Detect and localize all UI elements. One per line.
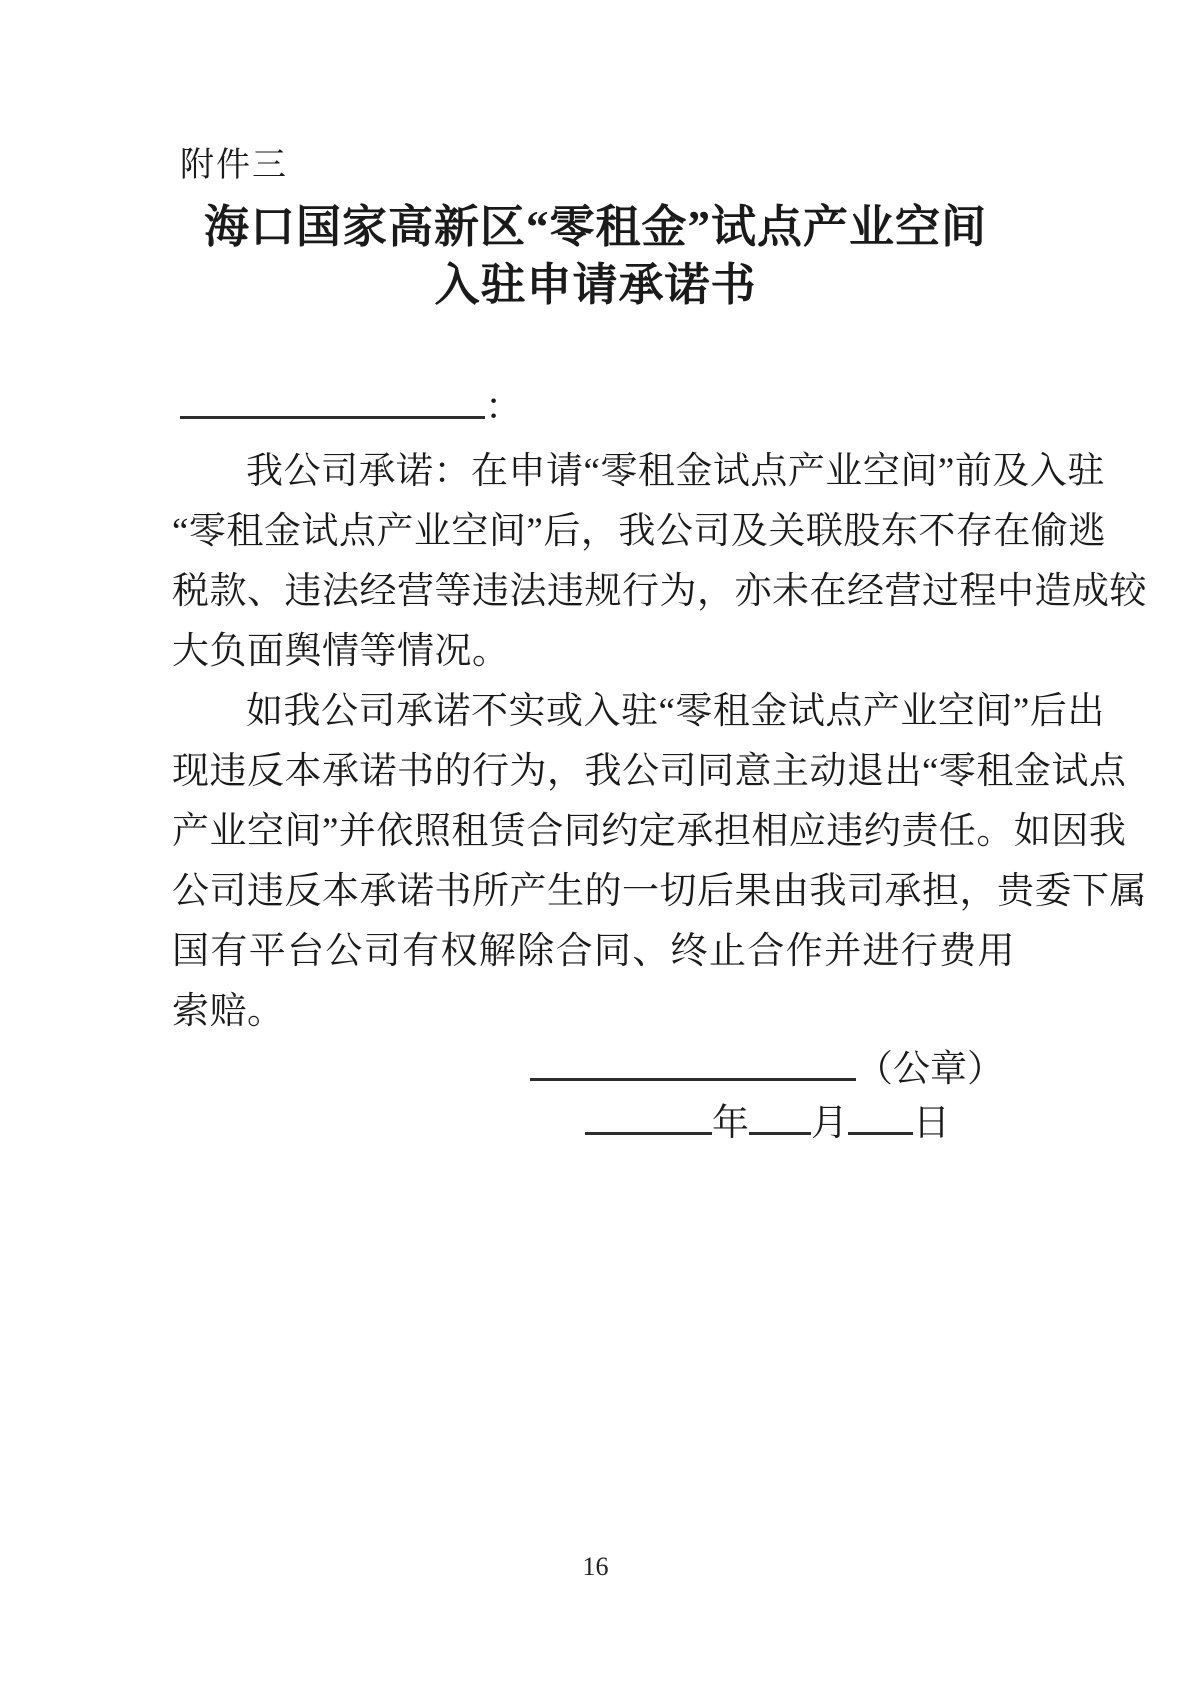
date-month-blank-line: [749, 1094, 811, 1135]
date-year-blank-line: [585, 1094, 712, 1135]
document-title-line-1: 海口国家高新区“零租金”试点产业空间: [203, 202, 987, 252]
year-label: 年: [712, 1103, 749, 1144]
body-line: 大负面舆情等情况。: [172, 631, 510, 672]
body-line: 国有平台公司有权解除合同、终止合作并进行费用索赔。: [172, 931, 1015, 1032]
body-line: 如我公司承诺不实或入驻“零租金试点产业空间”后出: [246, 691, 1105, 732]
attachment-label: 附件三: [180, 147, 288, 184]
document-title-line-2: 入驻申请承诺书: [434, 260, 757, 310]
body-line: 产业空间”并依照租赁合同约定承担相应违约责任。如因我: [172, 811, 1127, 852]
body-line: 现违反本承诺书的行为，我公司同意主动退出“零租金试点: [172, 751, 1127, 792]
signature-line: [530, 1040, 1004, 1093]
body-line: 公司违反本承诺书所产生的一切后果由我司承担，贵委下属: [172, 871, 1147, 912]
paragraph-2: [172, 682, 1147, 1042]
signature-blank-line: [530, 1040, 856, 1081]
document-title: [0, 198, 1191, 314]
seal-label: （公章）: [856, 1049, 1004, 1090]
body-line: 税款、违法经营等违法违规行为，亦未在经营过程中造成较: [172, 571, 1147, 612]
body-line: 我公司承诺：在申请“零租金试点产业空间”前及入驻: [246, 451, 1105, 492]
date-line: [585, 1094, 950, 1147]
addressee-blank-line: [180, 378, 485, 419]
page-number: 16: [582, 1552, 609, 1581]
addressee-line: [180, 378, 522, 430]
day-label: 日: [913, 1103, 950, 1144]
date-day-blank-line: [848, 1094, 913, 1135]
month-label: 月: [811, 1103, 848, 1144]
body-text: [172, 442, 1147, 1042]
paragraph-1: [172, 442, 1147, 682]
addressee-colon: ：: [485, 387, 522, 428]
body-line: “零租金试点产业空间”后，我公司及关联股东不存在偷逃: [172, 511, 1106, 552]
